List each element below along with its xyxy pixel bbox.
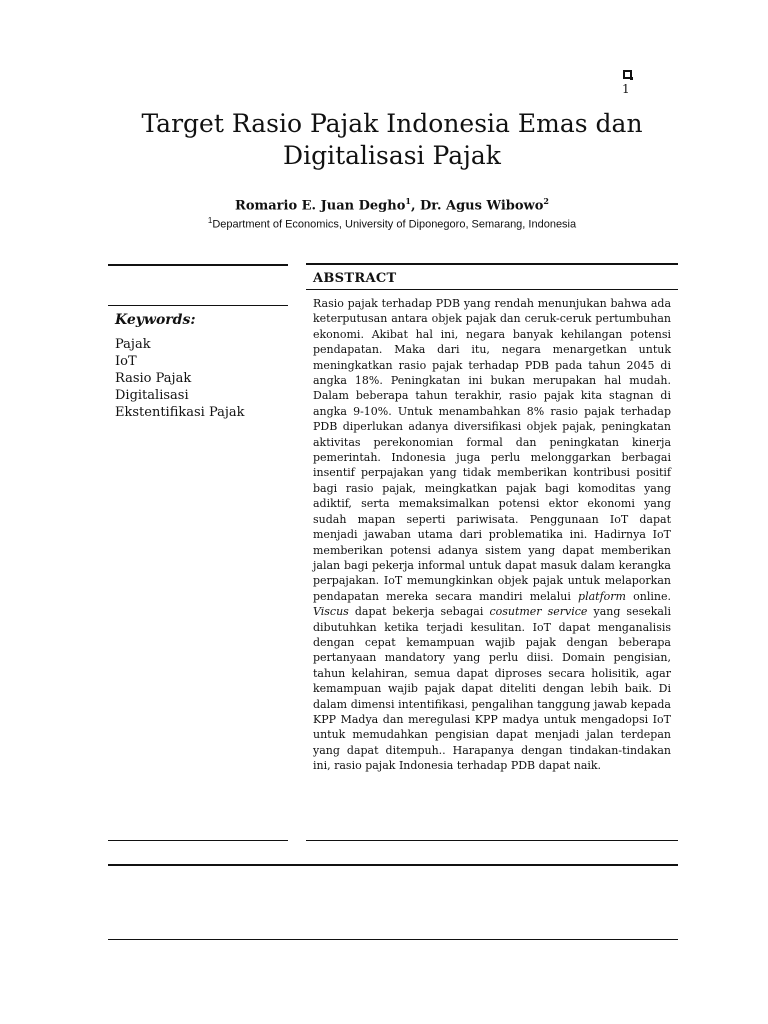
affiliation-text: Department of Economics, University of Diponegoro, Semarang, Indonesia [212, 218, 577, 231]
author-separator: , [410, 198, 421, 214]
keywords-list [115, 336, 245, 421]
abstract-text-part: Rasio pajak terhadap PDB yang rendah menunjukan bahwa ada keterputusan antara objek pajak dan ceruk-ceruk pertumbuhan ekonomi. Akibat hal ini, negara banyak kehilangan potensi pendapatan. Maka dari itu, negara menargetkan untuk meningkatkan rasio pajak terhadap PDB pada tahun 2045 di angka 18%. Peningkatan ini bukan merupakan hal mudah. Dalam beberapa tahun terakhir, rasio pajak kita stagnan di angka 9-10%. Untuk menambahkan 8% rasio pajak terhadap PDB diperlukan adanya diversifikasi objek pajak, peningkatan aktivitas perekonomian formal dan peningkatan kinerja pemerintah. Indonesia juga perlu melonggarkan berbagai insentif perpajakan yang tidak memberikan kontribusi positif bagi rasio pajak, meingkatkan pajak bagi komoditas yang adiktif, serta memaksimalkan potensi ektor ekonomi yang sudah mapan seperti pariwisata. Penggunaan IoT dapat menjadi jawaban utama dari problematika ini. Hadirnya IoT memberikan potensi adanya sistem yang dapat memberikan jalan bagi pekerja informal untuk dapat masuk dalam kerangka perpajakan. IoT memungkinkan objek pajak untuk melaporkan pendapatan mereka secara mandiri melalui [313, 297, 671, 603]
author-line [100, 196, 684, 213]
abstract-text-part: dapat bekerja sebagai [348, 605, 490, 619]
author-name: Romario E. Juan Degho [235, 198, 406, 214]
keyword-item: Rasio Pajak [115, 371, 192, 386]
author-name: Dr. Agus Wibowo [420, 198, 544, 214]
abstract-heading: ABSTRACT [313, 271, 397, 286]
left-keyword-rule [108, 305, 288, 306]
page-number: 1 [622, 82, 630, 96]
section-rule [108, 864, 678, 866]
abstract-italic-term: platform [578, 589, 626, 603]
keyword-item: Pajak [115, 337, 151, 352]
abstract-italic-term: Viscus [313, 605, 349, 619]
bottom-rule [108, 939, 678, 940]
keyword-item: Ekstentifikasi Pajak [115, 405, 245, 420]
abstract-italic-term: cosutmer service [489, 605, 588, 619]
left-top-rule [108, 264, 288, 266]
abstract-bottom-rule [306, 840, 678, 841]
abstract-text-part: online. [625, 589, 671, 603]
abstract-text-part: yang sesekali dibutuhkan ketika terjadi kesulitan. IoT dapat menganalisis dengan cepat kemampuan wajib pajak dengan beberapa pertanyaan mandatory yang perlu diisi. Domain pengisian, tahun kelahiran, semua dapat diproses secara holisitik, agar kemampuan wajib pajak dapat diteliti dengan lebih baik. Di dalam dimensi intentifikasi, pengalihan tanggung jawab kepada KPP Madya dan meregulasi KPP madya untuk mengadopsi IoT untuk memudahkan pengisian dapat menjadi jalan terdepan yang dapat ditempuh.. Harapanya dengan tindakan-tindakan ini, rasio pajak Indonesia terhadap PDB dapat naik. [313, 605, 671, 773]
keyword-item: IoT [115, 354, 137, 369]
page-corner-icon [623, 70, 632, 79]
author-affiliation-mark: 2 [543, 196, 549, 206]
affiliation-line [100, 216, 684, 231]
keywords-heading: Keywords: [115, 312, 196, 328]
left-bottom-rule [108, 840, 288, 841]
abstract-top-rule [306, 263, 678, 265]
paper-title: Target Rasio Pajak Indonesia Emas dan Digitalisasi Pajak [141, 109, 643, 170]
abstract-heading-rule [306, 289, 678, 290]
affiliation-mark: 1 [207, 216, 213, 225]
author-affiliation-mark: 1 [405, 196, 411, 206]
keyword-item: Digitalisasi [115, 388, 189, 403]
abstract-text [313, 296, 671, 774]
